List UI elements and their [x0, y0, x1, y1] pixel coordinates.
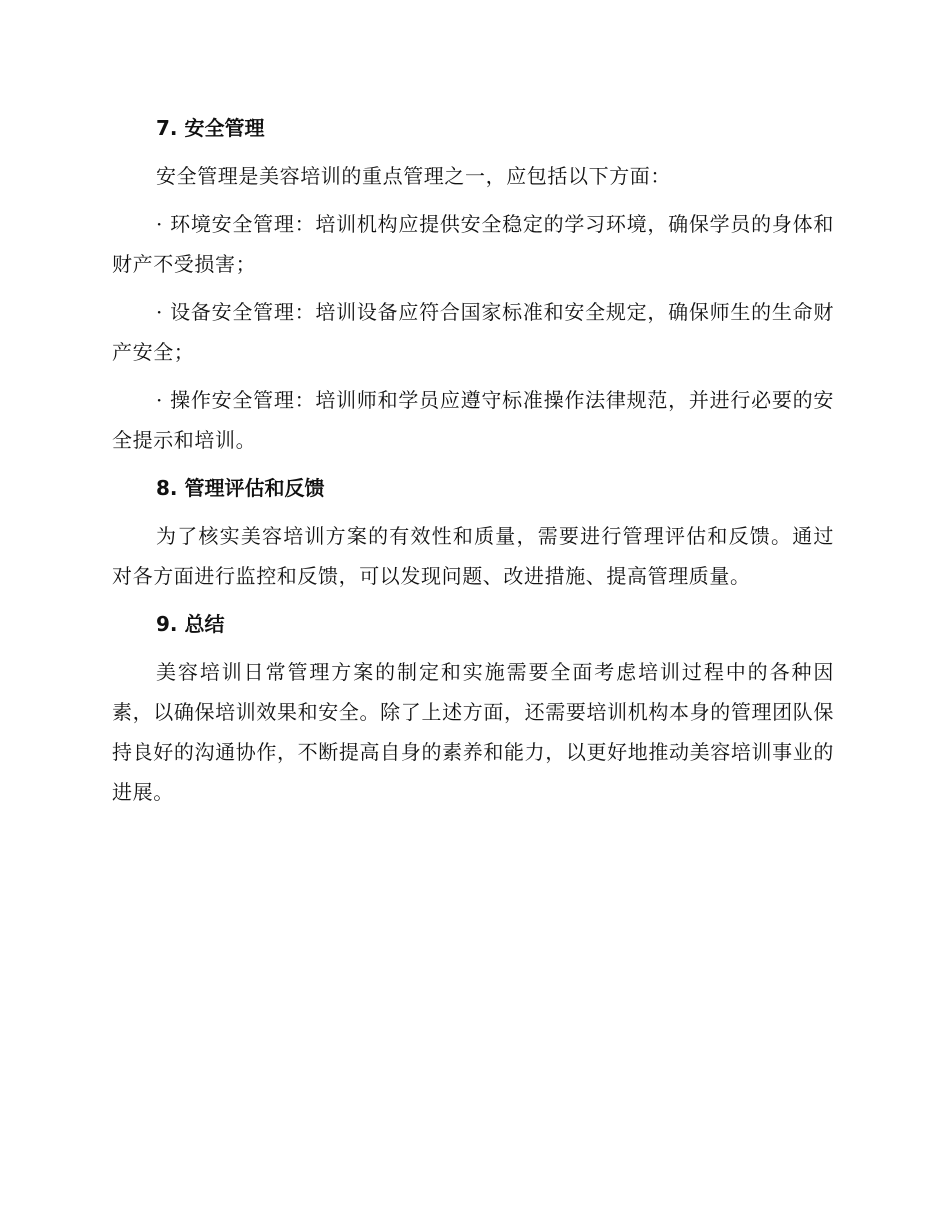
paragraph: 美容培训日常管理方案的制定和实施需要全面考虑培训过程中的各种因素，以确保培训效果和安全。除了上述方面，还需要培训机构本身的管理团队保持良好的沟通协作，不断提高自身的素养和能力，以更好地推动美容培训事业的进展。: [112, 660, 834, 804]
bullet-paragraph: · 操作安全管理：培训师和学员应遵守标准操作法律规范，并进行必要的安全提示和培训。: [112, 388, 834, 452]
paragraph: 为了核实美容培训方案的有效性和质量，需要进行管理评估和反馈。通过对各方面进行监控和反馈，可以发现问题、改进措施、提高管理质量。: [112, 524, 834, 588]
bullet-paragraph: · 设备安全管理：培训设备应符合国家标准和安全规定，确保师生的生命财产安全；: [112, 300, 834, 364]
section-safety-management: [112, 108, 834, 460]
paragraph: 安全管理是美容培训的重点管理之一，应包括以下方面：: [156, 164, 671, 188]
section-management-evaluation: [112, 468, 834, 596]
document-page: [112, 108, 834, 820]
section-heading: 7. 安全管理: [156, 116, 265, 140]
section-heading: 8. 管理评估和反馈: [156, 476, 325, 500]
bullet-paragraph: · 环境安全管理：培训机构应提供安全稳定的学习环境，确保学员的身体和财产不受损害；: [112, 212, 834, 276]
section-heading: 9. 总结: [156, 612, 225, 636]
section-summary: [112, 604, 834, 812]
